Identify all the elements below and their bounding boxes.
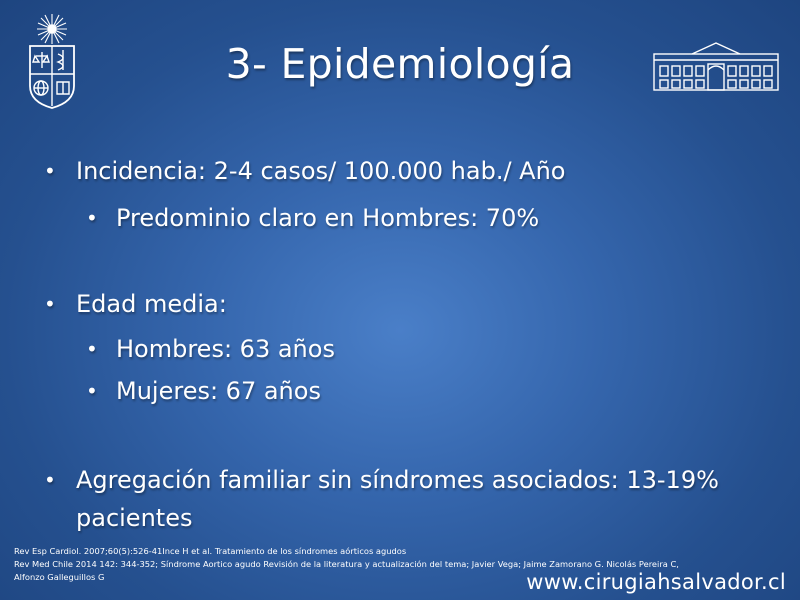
bullet-edad-media <box>44 287 227 321</box>
slide-title: 3- Epidemiología <box>225 40 575 88</box>
reference-3: Alfonzo Galleguillos G <box>14 572 105 582</box>
bullet-dot: • <box>86 337 98 361</box>
bullet-dot: • <box>44 159 56 183</box>
website-url: www.cirugiahsalvador.cl <box>526 570 786 594</box>
sub-bullet-hombres <box>86 332 335 366</box>
bullet-text: Predominio claro en Hombres: 70% <box>116 204 540 232</box>
bullet-agregacion-familiar <box>44 463 719 497</box>
bullet-agregacion-continuation <box>76 501 192 535</box>
bullet-text: Mujeres: 67 años <box>116 377 321 405</box>
bullet-text: Agregación familiar sin síndromes asociados: 13-19% <box>76 466 719 494</box>
reference-2: Rev Med Chile 2014 142: 344-352; Síndrome Aortico agudo Revisión de la literatura y actualización del tema; Javier Vega; Jaime Zamorano G. Nicolás Pereira C, <box>14 559 679 569</box>
bullet-text: Hombres: 63 años <box>116 335 335 363</box>
bullet-text: Incidencia: 2-4 casos/ 100.000 hab./ Año <box>76 157 566 185</box>
bullet-dot: • <box>44 468 56 492</box>
bullet-dot: • <box>86 379 98 403</box>
reference-1: Rev Esp Cardiol. 2007;60(5):526-41Ince H et al. Tratamiento de los síndromes aórticos agudos <box>14 546 407 556</box>
bullet-text: pacientes <box>76 504 193 532</box>
bullet-text: Edad media: <box>76 290 227 318</box>
sub-bullet-mujeres <box>86 374 321 408</box>
bullet-dot: • <box>86 206 98 230</box>
bullet-incidencia <box>44 154 566 188</box>
bullet-dot: • <box>44 292 56 316</box>
sub-bullet-predominio <box>86 201 540 235</box>
